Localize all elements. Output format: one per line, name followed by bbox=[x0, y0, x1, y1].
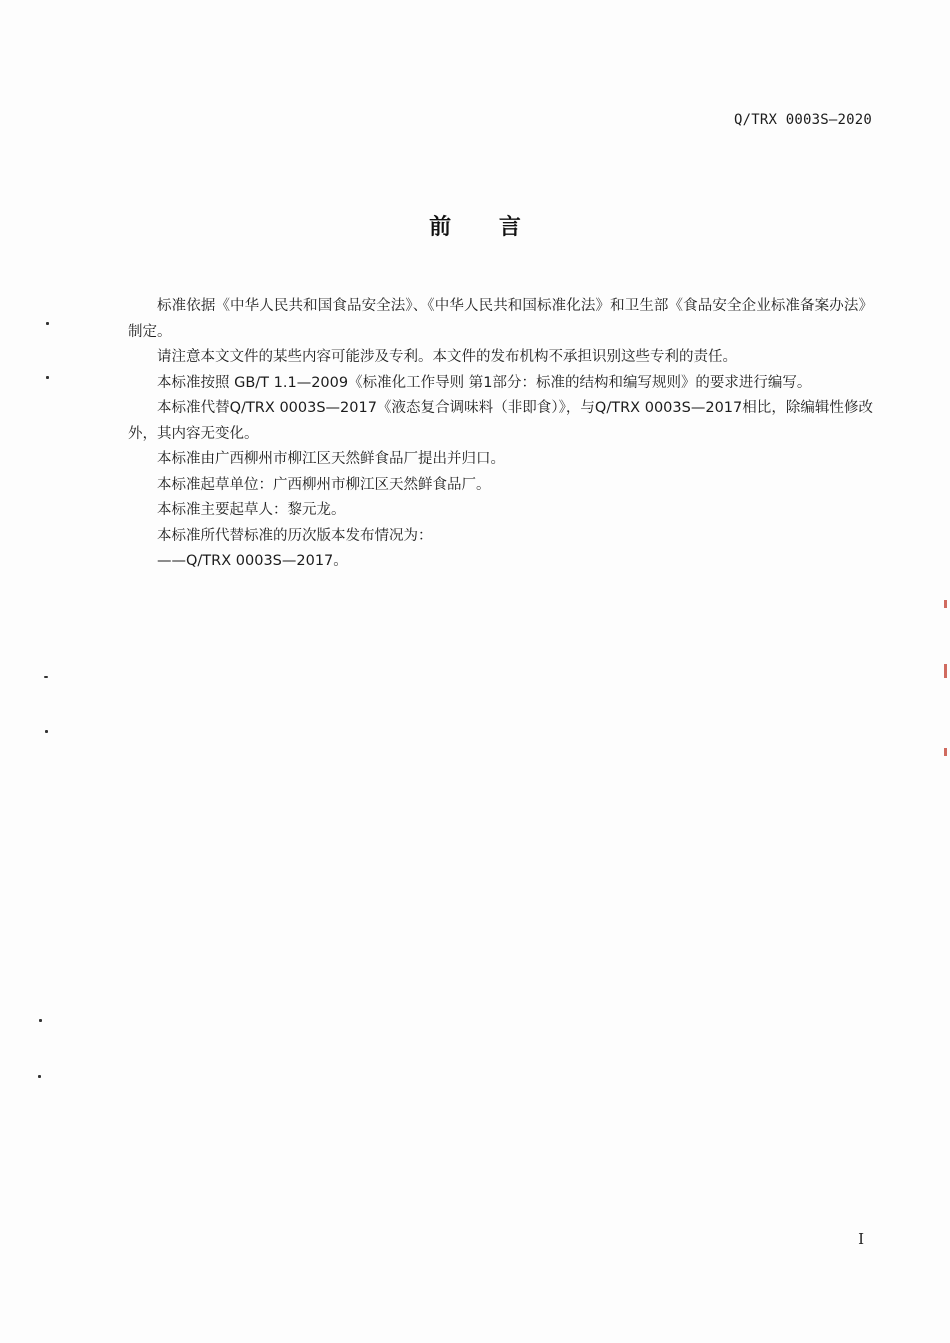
paragraph-drafter: 本标准主要起草人：黎元龙。 bbox=[157, 502, 346, 518]
paragraph-drafting-unit: 本标准起草单位：广西柳州市柳江区天然鲜食品厂。 bbox=[157, 476, 491, 493]
paragraph-patent-notice: 请注意本文文件的某些内容可能涉及专利。本文件的发布机构不承担识别这些专利的责任。 bbox=[157, 349, 737, 365]
paragraph-history-intro: 本标准所代替标准的历次版本发布情况为： bbox=[157, 527, 433, 544]
scan-speck bbox=[46, 322, 49, 325]
page-title: 前 言 bbox=[429, 215, 541, 240]
scan-speck bbox=[38, 1075, 41, 1078]
scan-edge-mark bbox=[944, 748, 947, 756]
paragraph-replacement: 本标准代替Q/TRX 0003S—2017《液态复合调味料（非即食）》，与Q/TRX 0003S—2017相比，除编辑性修改外，其内容无变化。 bbox=[128, 400, 873, 442]
paragraph-history-item: ——Q/TRX 0003S—2017。 bbox=[157, 553, 348, 569]
paragraph-drafting-rules: 本标准按照 GB/T 1.1—2009《标准化工作导则 第1部分：标准的结构和编写规则》的要求进行编写。 bbox=[157, 374, 812, 391]
paragraph-legal-basis: 标准依据《中华人民共和国食品安全法》、《中华人民共和国标准化法》和卫生部《食品安全企业标准备案办法》制定。 bbox=[128, 298, 873, 340]
scan-speck bbox=[39, 1019, 42, 1022]
paragraph-proposer: 本标准由广西柳州市柳江区天然鲜食品厂提出并归口。 bbox=[157, 451, 505, 467]
page-number: I bbox=[858, 1230, 864, 1248]
scan-speck bbox=[45, 730, 48, 733]
scan-speck bbox=[46, 376, 49, 379]
scan-speck bbox=[44, 676, 48, 678]
document-id: Q/TRX 0003S—2020 bbox=[733, 112, 872, 128]
foreword-body bbox=[128, 294, 873, 575]
scan-edge-mark bbox=[944, 664, 947, 678]
scan-edge-mark bbox=[944, 600, 947, 608]
